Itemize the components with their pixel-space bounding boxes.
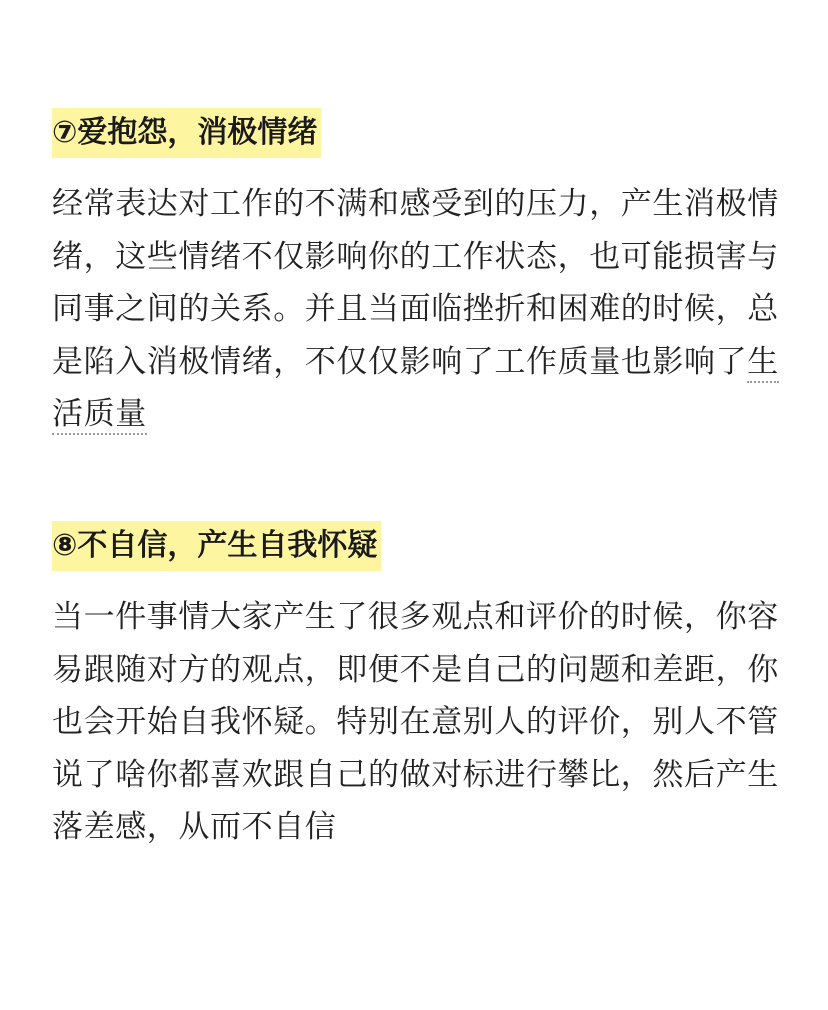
section-self-doubt bbox=[52, 521, 782, 854]
section-body bbox=[52, 178, 782, 441]
body-text: 当一件事情大家产生了很多观点和评价的时候，你容易跟随对方的观点，即便不是自己的问题和差距，你也会开始自我怀疑。特别在意别人的评价，别人不管说了啥你都喜欢跟自己的做对标进行攀比，然后产生落差感，从而不自信 bbox=[52, 599, 779, 845]
section-body bbox=[52, 591, 782, 854]
body-text: 经常表达对工作的不满和感受到的压力，产生消极情绪，这些情绪不仅影响你的工作状态，也可能损害与同事之间的关系。并且当面临挫折和困难的时候，总是陷入消极情绪，不仅仅影响了工作质量也影响了 bbox=[52, 186, 779, 380]
section-heading: ⑧不自信，产生自我怀疑 bbox=[52, 521, 381, 571]
section-complaining bbox=[52, 108, 782, 441]
life-quality-link[interactable]: 生活质量 bbox=[52, 344, 779, 436]
section-heading: ⑦爱抱怨，消极情绪 bbox=[52, 108, 321, 158]
